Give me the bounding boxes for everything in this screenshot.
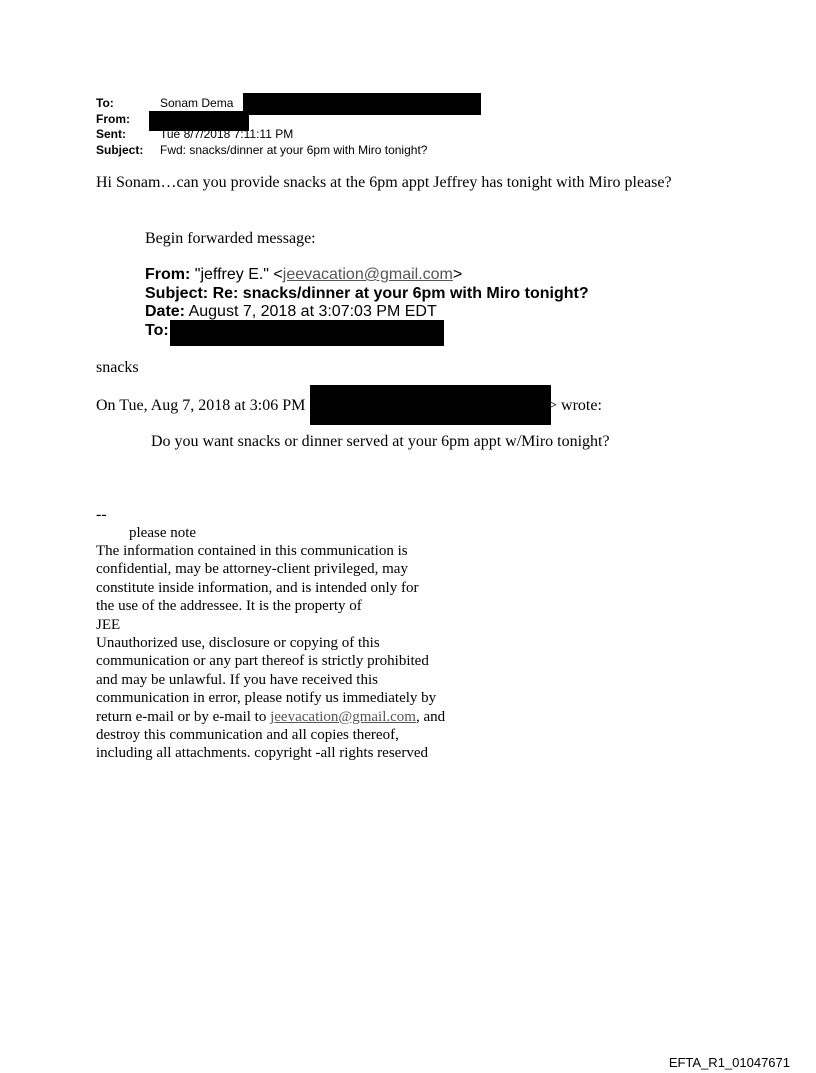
signature-note: please note <box>129 525 197 541</box>
disclaimer-line: JEE <box>96 616 121 633</box>
forward-from-name: "jeffrey E." < <box>194 266 283 283</box>
forward-intro: Begin forwarded message: <box>145 230 316 247</box>
disclaimer-line: The information contained in this communication is <box>96 543 408 559</box>
forward-from <box>145 266 462 284</box>
disclaimer-email-line <box>96 708 445 726</box>
forward-date-value: August 7, 2018 at 3:07:03 PM EDT <box>188 303 437 320</box>
forward-from-label: From: <box>145 266 191 283</box>
quote-wrote: > wrote: <box>548 397 602 414</box>
forward-from-email-link[interactable]: jeevacation@gmail.com <box>282 266 453 283</box>
subject-label: Subject: <box>96 143 144 157</box>
forward-date-label: Date: <box>145 303 186 320</box>
disclaimer-line: communication or any part thereof is strictly prohibited <box>96 653 429 670</box>
signature-dashes: -- <box>96 506 107 523</box>
disclaimer-line: confidential, may be attorney-client privileged, may <box>96 561 408 578</box>
document-id: EFTA_R1_01047671 <box>668 1055 790 1070</box>
subject-value: Fwd: snacks/dinner at your 6pm with Miro tonight? <box>160 143 428 157</box>
redaction-box <box>310 385 551 425</box>
disclaimer-email-link[interactable]: jeevacation@gmail.com <box>270 708 416 725</box>
disclaimer-line: destroy this communication and all copies thereof, <box>96 727 399 744</box>
from-label: From: <box>96 112 130 126</box>
disclaimer-email-suffix: , and <box>415 708 446 725</box>
forward-subject: Subject: Re: snacks/dinner at your 6pm with Miro tonight? <box>145 285 589 302</box>
redaction-box <box>243 93 481 115</box>
sent-label: Sent: <box>96 127 126 141</box>
quoted-question: Do you want snacks or dinner served at your 6pm appt w/Miro tonight? <box>151 433 610 450</box>
confidentiality-disclaimer <box>96 542 445 763</box>
disclaimer-line: including all attachments. copyright -all rights reserved <box>96 745 428 762</box>
to-label: To: <box>96 96 114 110</box>
disclaimer-line: the use of the addressee. It is the property of <box>96 598 362 615</box>
quote-intro <box>96 397 305 415</box>
to-value: Sonam Dema <box>160 96 234 110</box>
reply-text: snacks <box>96 359 139 376</box>
disclaimer-line: and may be unlawful. If you have received this <box>96 671 378 688</box>
forward-to-label: To: <box>145 322 169 339</box>
redaction-box <box>170 320 444 346</box>
disclaimer-line: communication in error, please notify us immediately by <box>96 690 437 707</box>
disclaimer-line: Unauthorized use, disclosure or copying of this <box>96 635 380 652</box>
forward-date <box>145 303 437 321</box>
forward-from-close: > <box>452 266 463 283</box>
sent-value: Tue 8/7/2018 7:11:11 PM <box>160 127 294 141</box>
disclaimer-email-prefix: return e-mail or by e-mail to <box>96 708 271 725</box>
disclaimer-line: constitute inside information, and is intended only for <box>96 579 419 596</box>
message-greeting: Hi Sonam…can you provide snacks at the 6pm appt Jeffrey has tonight with Miro please? <box>96 174 672 191</box>
quote-intro-text: On Tue, Aug 7, 2018 at 3:06 PM <box>96 397 306 414</box>
